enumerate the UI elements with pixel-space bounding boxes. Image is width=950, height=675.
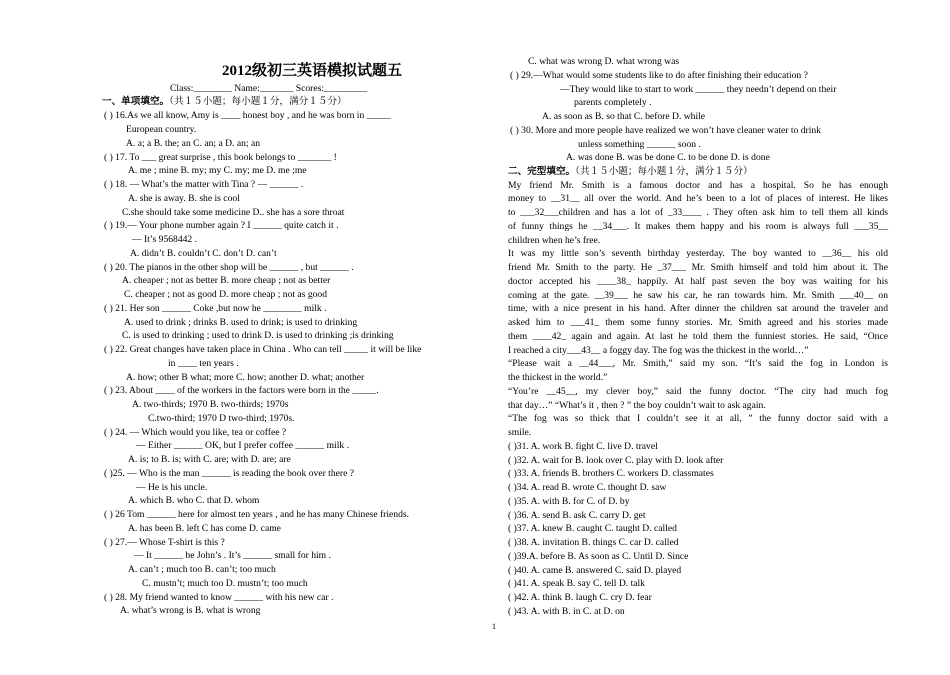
left-line: A. which B. who C. that D. whom [128, 495, 260, 506]
left-line: A. is; to B. is; with C. are; with D. are; are [128, 454, 291, 465]
left-line [102, 96, 347, 108]
left-line: ( ) 22. Great changes have taken place in China . Who can tell _____ it will be like [104, 344, 422, 355]
right-line: ( )41. A. speak B. say C. tell D. talk [508, 578, 645, 589]
left-line: ( ) 17. To ___ great surprise , this book belongs to _______ ! [104, 152, 337, 163]
right-line: ( )33. A. friends B. brothers C. workers D. classmates [508, 468, 714, 479]
right-line: ( )37. A. knew B. caught C. taught D. called [508, 523, 677, 534]
right-line: —They would like to start to work ______ they needn’t depend on their [560, 84, 837, 95]
right-line: ( )31. A. work B. fight C. live D. travel [508, 441, 658, 452]
left-line: C.two-third; 1970 D two-third; 1970s. [148, 413, 295, 424]
left-line: C. is used to drinking ; used to drink D. is used to drinking ;is drinking [122, 330, 394, 341]
left-line: ( ) 19.— Your phone number again ? I ______ quite catch it . [104, 220, 339, 231]
left-line: A. has been B. left C has come D. came [128, 523, 281, 534]
right-line: “Please wait a __44___, Mr. Smith,” said my son. “It’s said the fog in London is [508, 358, 888, 369]
left-line: A. how; other B what; more C. how; another D. what; another [126, 372, 365, 383]
left-line: ( ) 23. About ____ of the workers in the factors were born in the _____. [104, 385, 379, 396]
right-line: ( ) 30. More and more people have realized we won’t have cleaner water to drink [510, 125, 821, 136]
right-line: ( )36. A. send B. ask C. carry D. get [508, 510, 646, 521]
section-note: （共１５小题；每小题１分，满分１５分） [169, 96, 347, 107]
left-line: ( ) 28. My friend wanted to know ______ with his new car . [104, 592, 334, 603]
right-line: to ___32___children and has a lot of _33____ . They often ask him to tell them all kinds [508, 207, 888, 218]
left-line: Class:________ Name:_______ Scores:_________ [170, 83, 368, 94]
left-line: A. what’s wrong is B. what is wrong [120, 605, 261, 616]
left-line: C.she should take some medicine D.. she has a sore throat [122, 207, 345, 218]
left-line: — He is his uncle. [136, 482, 208, 493]
left-line: A. she is away. B. she is cool [128, 193, 240, 204]
right-line: parents completely . [574, 97, 652, 108]
left-line: C. cheaper ; not as good D. more cheap ; not as good [124, 289, 328, 300]
right-line: ( ) 29.—What would some students like to do after finishing their education ? [510, 70, 808, 81]
right-line: smile. [508, 427, 532, 438]
left-line: ( ) 18. — What’s the matter with Tina ? — ______ . [104, 179, 304, 190]
left-line: A. cheaper ; not as better B. more cheap ; not as better [122, 275, 331, 286]
right-line: ( )35. A. with B. for C. of D. by [508, 496, 630, 507]
right-line: ( )34. A. read B. wrote C. thought D. saw [508, 482, 667, 493]
right-line: ( )32. A. wait for B. look over C. play with D. look after [508, 455, 724, 466]
right-line: friend Mr. Smith to the party. He _37___ Mr. Smith himself and told him about it. The [508, 262, 888, 273]
right-line: the thickest in the world.” [508, 372, 608, 383]
right-line: A. was done B. was be done C. to be done D. is done [566, 152, 770, 163]
section-heading: 二、完型填空。 [508, 166, 576, 177]
left-line: ( ) 16.As we all know, Amy is ____ honest boy , and he was born in _____ [104, 110, 391, 121]
right-line: money to __31__ all over the world. And he’s been to a lot of places of interest. He likes [508, 193, 888, 204]
right-line: “You’re __45__, my clever boy,” said the funny doctor. “The city had much fog [508, 386, 888, 397]
right-line: A. as soon as B. so that C. before D. while [542, 111, 706, 122]
right-line: ( )38. A. invitation B. things C. car D. called [508, 537, 679, 548]
right-line: of funny things he __34___. It makes them happy and his room is always full ___35__ [508, 221, 888, 232]
right-line: I reached a city___43__ a foggy day. The fog was the thickest in the world…” [508, 345, 809, 356]
section-note: （共１５小题；每小题１分，满分１５分） [575, 166, 753, 177]
right-line: children when he’s free. [508, 235, 601, 246]
left-line: A. can’t ; much too B. can’t; too much [128, 564, 276, 575]
left-line: in ____ ten years . [168, 358, 239, 369]
right-line: ( )43. A. with B. in C. at D. on [508, 606, 625, 617]
left-line: ( ) 27.— Whose T-shirt is this ? [104, 537, 225, 548]
left-line: ( )25. — Who is the man ______ is reading the book over there ? [104, 468, 354, 479]
right-line: C. what was wrong D. what wrong was [528, 56, 680, 67]
right-line: It was my little son’s seventh birthday yesterday. The boy wanted to __36__ his old [508, 248, 888, 259]
right-line [508, 166, 753, 178]
left-line: ( ) 21. Her son ______ Coke ,but now he ________ milk . [104, 303, 327, 314]
left-line: A. didn’t B. couldn’t C. don’t D. can’t [130, 248, 277, 259]
left-line: ( ) 26 Tom ______ here for almost ten years , and he has many Chinese friends. [104, 509, 410, 520]
right-line: them ____42_ again and again. At last he told them the funniest stories. He said, “Once [508, 331, 888, 342]
left-line: — Either ______ OK, but I prefer coffee ______ milk . [136, 440, 349, 451]
right-line: “The fog was so thick that I couldn’t see it at all, ” the funny doctor said with a [508, 413, 888, 424]
left-line: A. used to drink ; drinks B. used to drink; is used to drinking [124, 317, 358, 328]
left-line: A. two-thirds; 1970 B. two-thirds; 1970s [132, 399, 289, 410]
right-line: ( )40. A. came B. answered C. said D. played [508, 565, 682, 576]
right-line: ( )42. A. think B. laugh C. cry D. fear [508, 592, 652, 603]
right-line: time, with a nice present in his hand. After dinner the children sat around the traveler and [508, 303, 888, 314]
left-line: ( ) 20. The pianos in the other shop will be ______ , but ______ . [104, 262, 354, 273]
right-line: coming at the gate. __39___ he saw his car, he ran towards him. Mr. Smith ___40__ on [508, 290, 888, 301]
right-line: asked him to ___41_ them some funny stories. Mr. Smith agreed and his stories made [508, 317, 888, 328]
right-line: unless something ______ soon . [578, 139, 701, 150]
right-line: ( )39.A. before B. As soon as C. Until D. Since [508, 551, 689, 562]
right-line: doctor accepted his ____38_ happily. At half past seven the boy was waiting for his [508, 276, 888, 287]
left-line: A. a; a B. the; an C. an; a D. an; an [126, 138, 261, 149]
left-line: A. me ; mine B. my; my C. my; me D. me ;me [128, 165, 307, 176]
left-line: ( ) 24. — Which would you like, tea or coffee ? [104, 427, 287, 438]
left-line: C. mustn’t; much too D. mustn’t; too much [142, 578, 308, 589]
section-heading: 一、单项填空。 [102, 96, 170, 107]
right-line: that day…” “What’s it , then ? ” the boy couldn’t wait to ask again. [508, 400, 766, 411]
page-number: 1 [492, 622, 496, 631]
left-line: European country. [126, 124, 197, 135]
right-line: My friend Mr. Smith is a famous doctor and has a hospital. So he has enough [508, 180, 888, 191]
left-line: — It’s 9568442 . [132, 234, 198, 245]
left-line: 2012级初三英语模拟试题五 [222, 63, 403, 79]
left-line: — It ______ be John’s . It’s ______ small for him . [134, 550, 331, 561]
